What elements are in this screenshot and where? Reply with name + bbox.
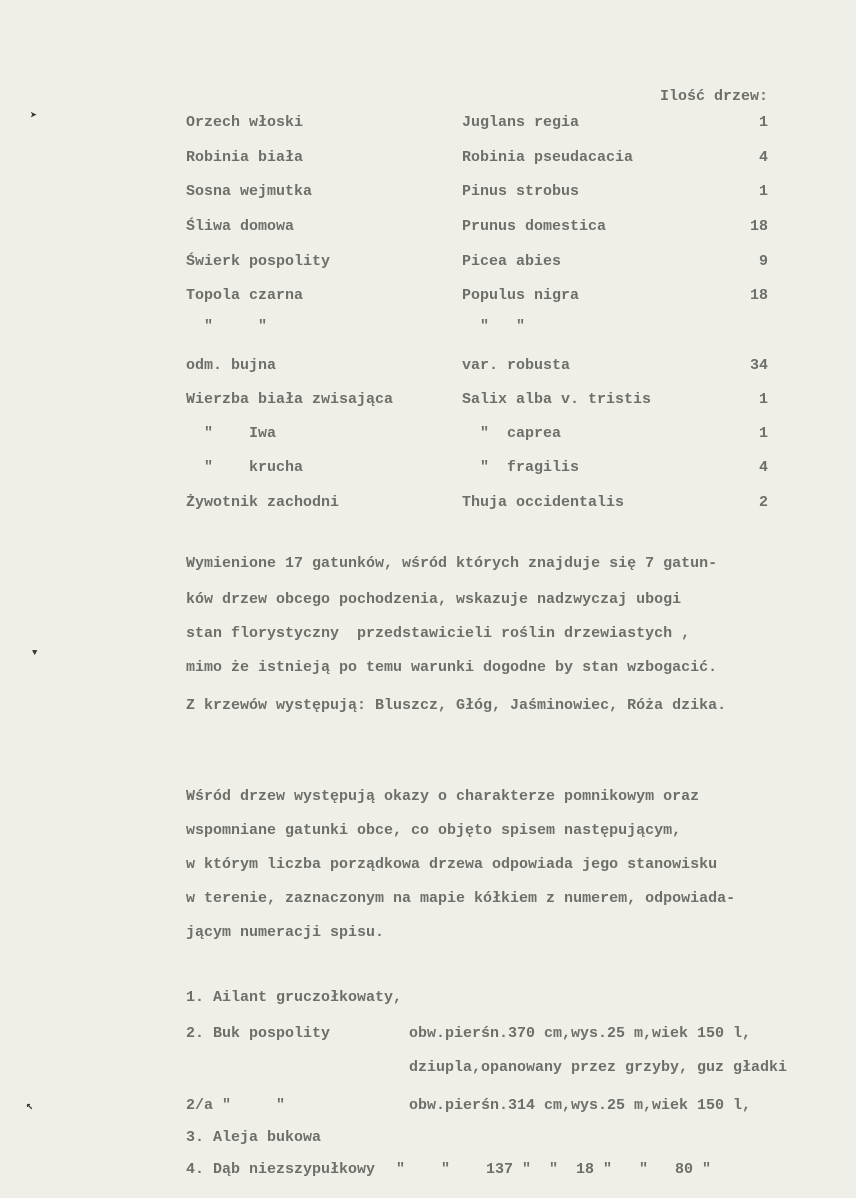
latin-name: " fragilis xyxy=(462,459,580,476)
list-item-name: 2/a " " xyxy=(186,1097,286,1114)
latin-name: Robinia pseudacacia xyxy=(462,149,634,166)
tree-count: 1 xyxy=(758,183,768,200)
latin-name: Juglans regia xyxy=(462,114,580,131)
paragraph-line: w którym liczba porządkowa drzewa odpowiada jego stanowisku xyxy=(186,856,718,873)
tree-count: 2 xyxy=(758,494,768,511)
tree-count: 1 xyxy=(758,425,768,442)
tree-count: 4 xyxy=(758,459,768,476)
paragraph-line: stan florystyczny przedstawicieli roślin drzewiastych , xyxy=(186,625,691,642)
polish-name: Świerk pospolity xyxy=(186,253,331,270)
polish-name: " Iwa xyxy=(186,425,277,442)
list-item-details: obw.pierśn.314 cm,wys.25 m,wiek 150 l, xyxy=(409,1097,752,1114)
tree-count: 1 xyxy=(758,391,768,408)
polish-name: Orzech włoski xyxy=(186,114,304,131)
margin-mark: ↖ xyxy=(26,1099,34,1113)
list-item-name: 3. Aleja bukowa xyxy=(186,1129,322,1146)
tree-count: 4 xyxy=(758,149,768,166)
list-item-details: obw.pierśn.370 cm,wys.25 m,wiek 150 l, xyxy=(409,1025,752,1042)
latin-name: Prunus domestica xyxy=(462,218,607,235)
margin-mark: ▼ xyxy=(32,648,38,658)
paragraph-line: Wymienione 17 gatunków, wśród których znajduje się 7 gatun- xyxy=(186,555,718,572)
list-item-name: 2. Buk pospolity xyxy=(186,1025,331,1042)
polish-name: Sosna wejmutka xyxy=(186,183,313,200)
latin-name: Pinus strobus xyxy=(462,183,580,200)
polish-name: " krucha xyxy=(186,459,304,476)
paragraph-line: jącym numeracji spisu. xyxy=(186,924,385,941)
latin-name: Salix alba v. tristis xyxy=(462,391,652,408)
paragraph-line: wspomniane gatunki obce, co objęto spisem następującym, xyxy=(186,822,682,839)
paragraph-line: w terenie, zaznaczonym na mapie kółkiem z numerem, odpowiada- xyxy=(186,890,736,907)
tree-count: 18 xyxy=(749,287,768,304)
polish-name: Robinia biała xyxy=(186,149,304,166)
tree-count: 18 xyxy=(749,218,768,235)
table-header-count: Ilość drzew: xyxy=(660,88,769,105)
polish-name: Topola czarna xyxy=(186,287,304,304)
margin-mark: ➤ xyxy=(30,109,38,123)
tree-count: 9 xyxy=(758,253,768,270)
paragraph-line: Wśród drzew występują okazy o charakterze pomnikowym oraz xyxy=(186,788,700,805)
polish-name: " " xyxy=(186,318,268,335)
list-item-name: 4. Dąb niezszypułkowy xyxy=(186,1161,376,1178)
polish-name: Śliwa domowa xyxy=(186,218,295,235)
list-item-details: " " 137 " " 18 " " 80 " xyxy=(396,1161,712,1178)
paragraph-line: ków drzew obcego pochodzenia, wskazuje nadzwyczaj ubogi xyxy=(186,591,682,608)
polish-name: Wierzba biała zwisająca xyxy=(186,391,394,408)
latin-name: " caprea xyxy=(462,425,562,442)
polish-name: Żywotnik zachodni xyxy=(186,494,340,511)
latin-name: Populus nigra xyxy=(462,287,580,304)
list-item-name: 1. Ailant gruczołkowaty, xyxy=(186,989,403,1006)
latin-name: var. robusta xyxy=(462,357,571,374)
tree-count: 34 xyxy=(749,357,768,374)
list-item-details: dziupla,opanowany przez grzyby, guz gładki xyxy=(409,1059,788,1076)
paragraph-line: mimo że istnieją po temu warunki dogodne by stan wzbogacić. xyxy=(186,659,718,676)
tree-count: 1 xyxy=(758,114,768,131)
polish-name: odm. bujna xyxy=(186,357,277,374)
latin-name: Thuja occidentalis xyxy=(462,494,625,511)
latin-name: Picea abies xyxy=(462,253,562,270)
latin-name: " " xyxy=(462,318,526,335)
paragraph-shrubs: Z krzewów występują: Bluszcz, Głóg, Jaśminowiec, Róża dzika. xyxy=(186,697,727,714)
